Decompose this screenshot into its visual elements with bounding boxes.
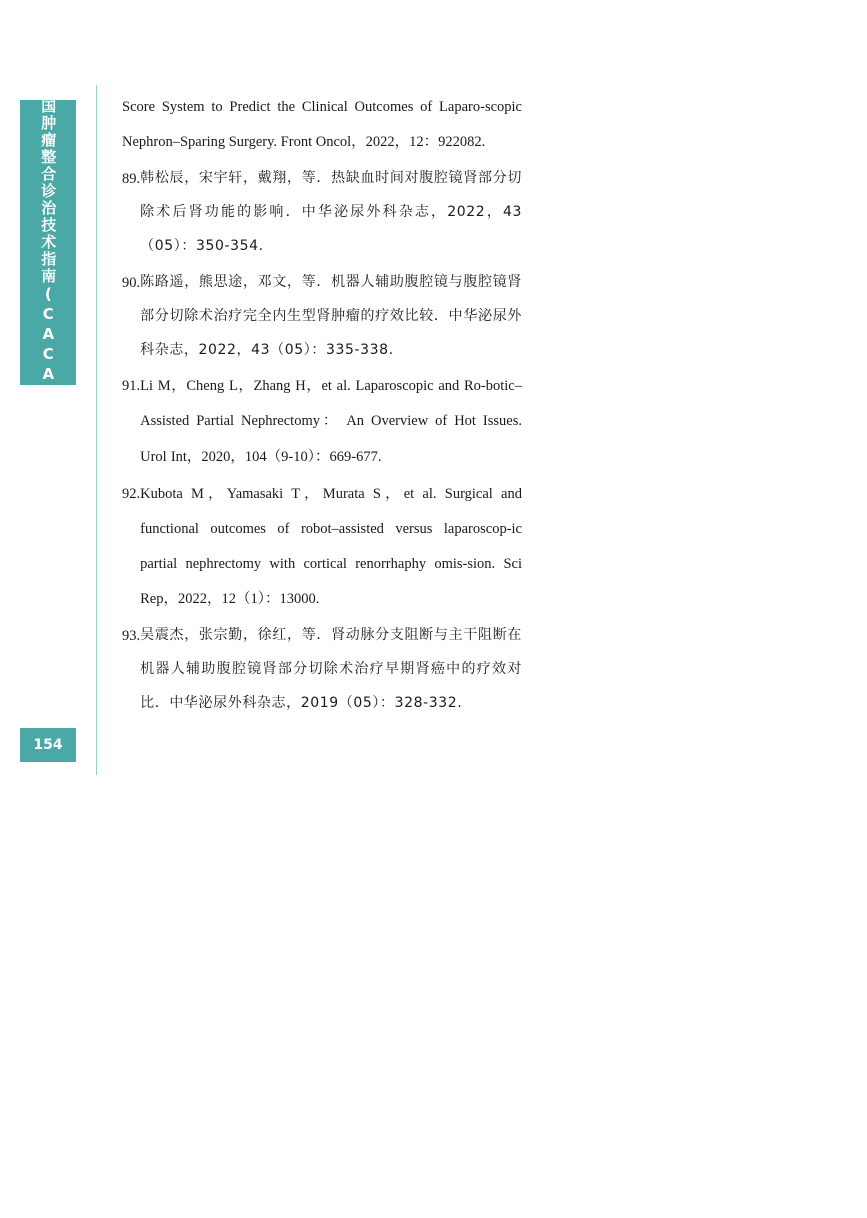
reference-number: 90. [122, 274, 141, 291]
list-item [122, 369, 522, 474]
page-number-label: 154 [33, 737, 63, 753]
list-item [122, 162, 522, 264]
list-item [122, 477, 522, 617]
sidebar-vertical-title: 中国肿瘤整合诊治技术指南(CACA) [39, 80, 58, 405]
list-item [122, 619, 522, 721]
reference-text: Li M，Cheng L，Zhang H，et al. Laparoscopic and Ro-botic–Assisted Partial Nephrectomy： An Overview of Hot Issues. Urol Int，2020，104（9-10）：669-677. [140, 378, 522, 465]
reference-continuation: Score System to Predict the Clinical Outcomes of Laparo-scopic Nephron–Sparing Surgery. Front Oncol，2022，12：922082. [122, 99, 522, 151]
reference-text: 吴震杰，张宗勤，徐红，等．肾动脉分支阻断与主干阻断在机器人辅助腹腔镜肾部分切除术治疗早期肾癌中的疗效对比．中华泌尿外科杂志，2019（05）：328-332. [140, 626, 522, 711]
reference-list [122, 90, 522, 723]
reference-text: Kubota M，Yamasaki T，Murata S，et al. Surgical and functional outcomes of robot–assisted versus laparoscop-ic partial nephrectomy with cortical renorrhaphy omis-sion. Sci Rep，2022，12（1）：13000. [140, 485, 522, 607]
vertical-divider [96, 85, 97, 775]
page-number-badge [20, 728, 76, 762]
sidebar-vertical-title-tab [20, 80, 76, 405]
reference-number: 93. [122, 627, 141, 644]
list-item [122, 266, 522, 368]
reference-text: 韩松辰，宋宇轩，戴翔，等．热缺血时间对腹腔镜肾部分切除术后肾功能的影响．中华泌尿外科杂志，2022，43（05）：350-354. [140, 170, 522, 254]
reference-text: 陈路遥，熊思途，邓文，等．机器人辅助腹腔镜与腹腔镜肾部分切除术治疗完全内生型肾肿瘤的疗效比较．中华泌尿外科杂志，2022，43（05）：335-338. [140, 273, 522, 358]
reference-number: 89. [122, 171, 141, 188]
reference-number: 92. [122, 485, 141, 502]
reference-number: 91. [122, 378, 141, 395]
